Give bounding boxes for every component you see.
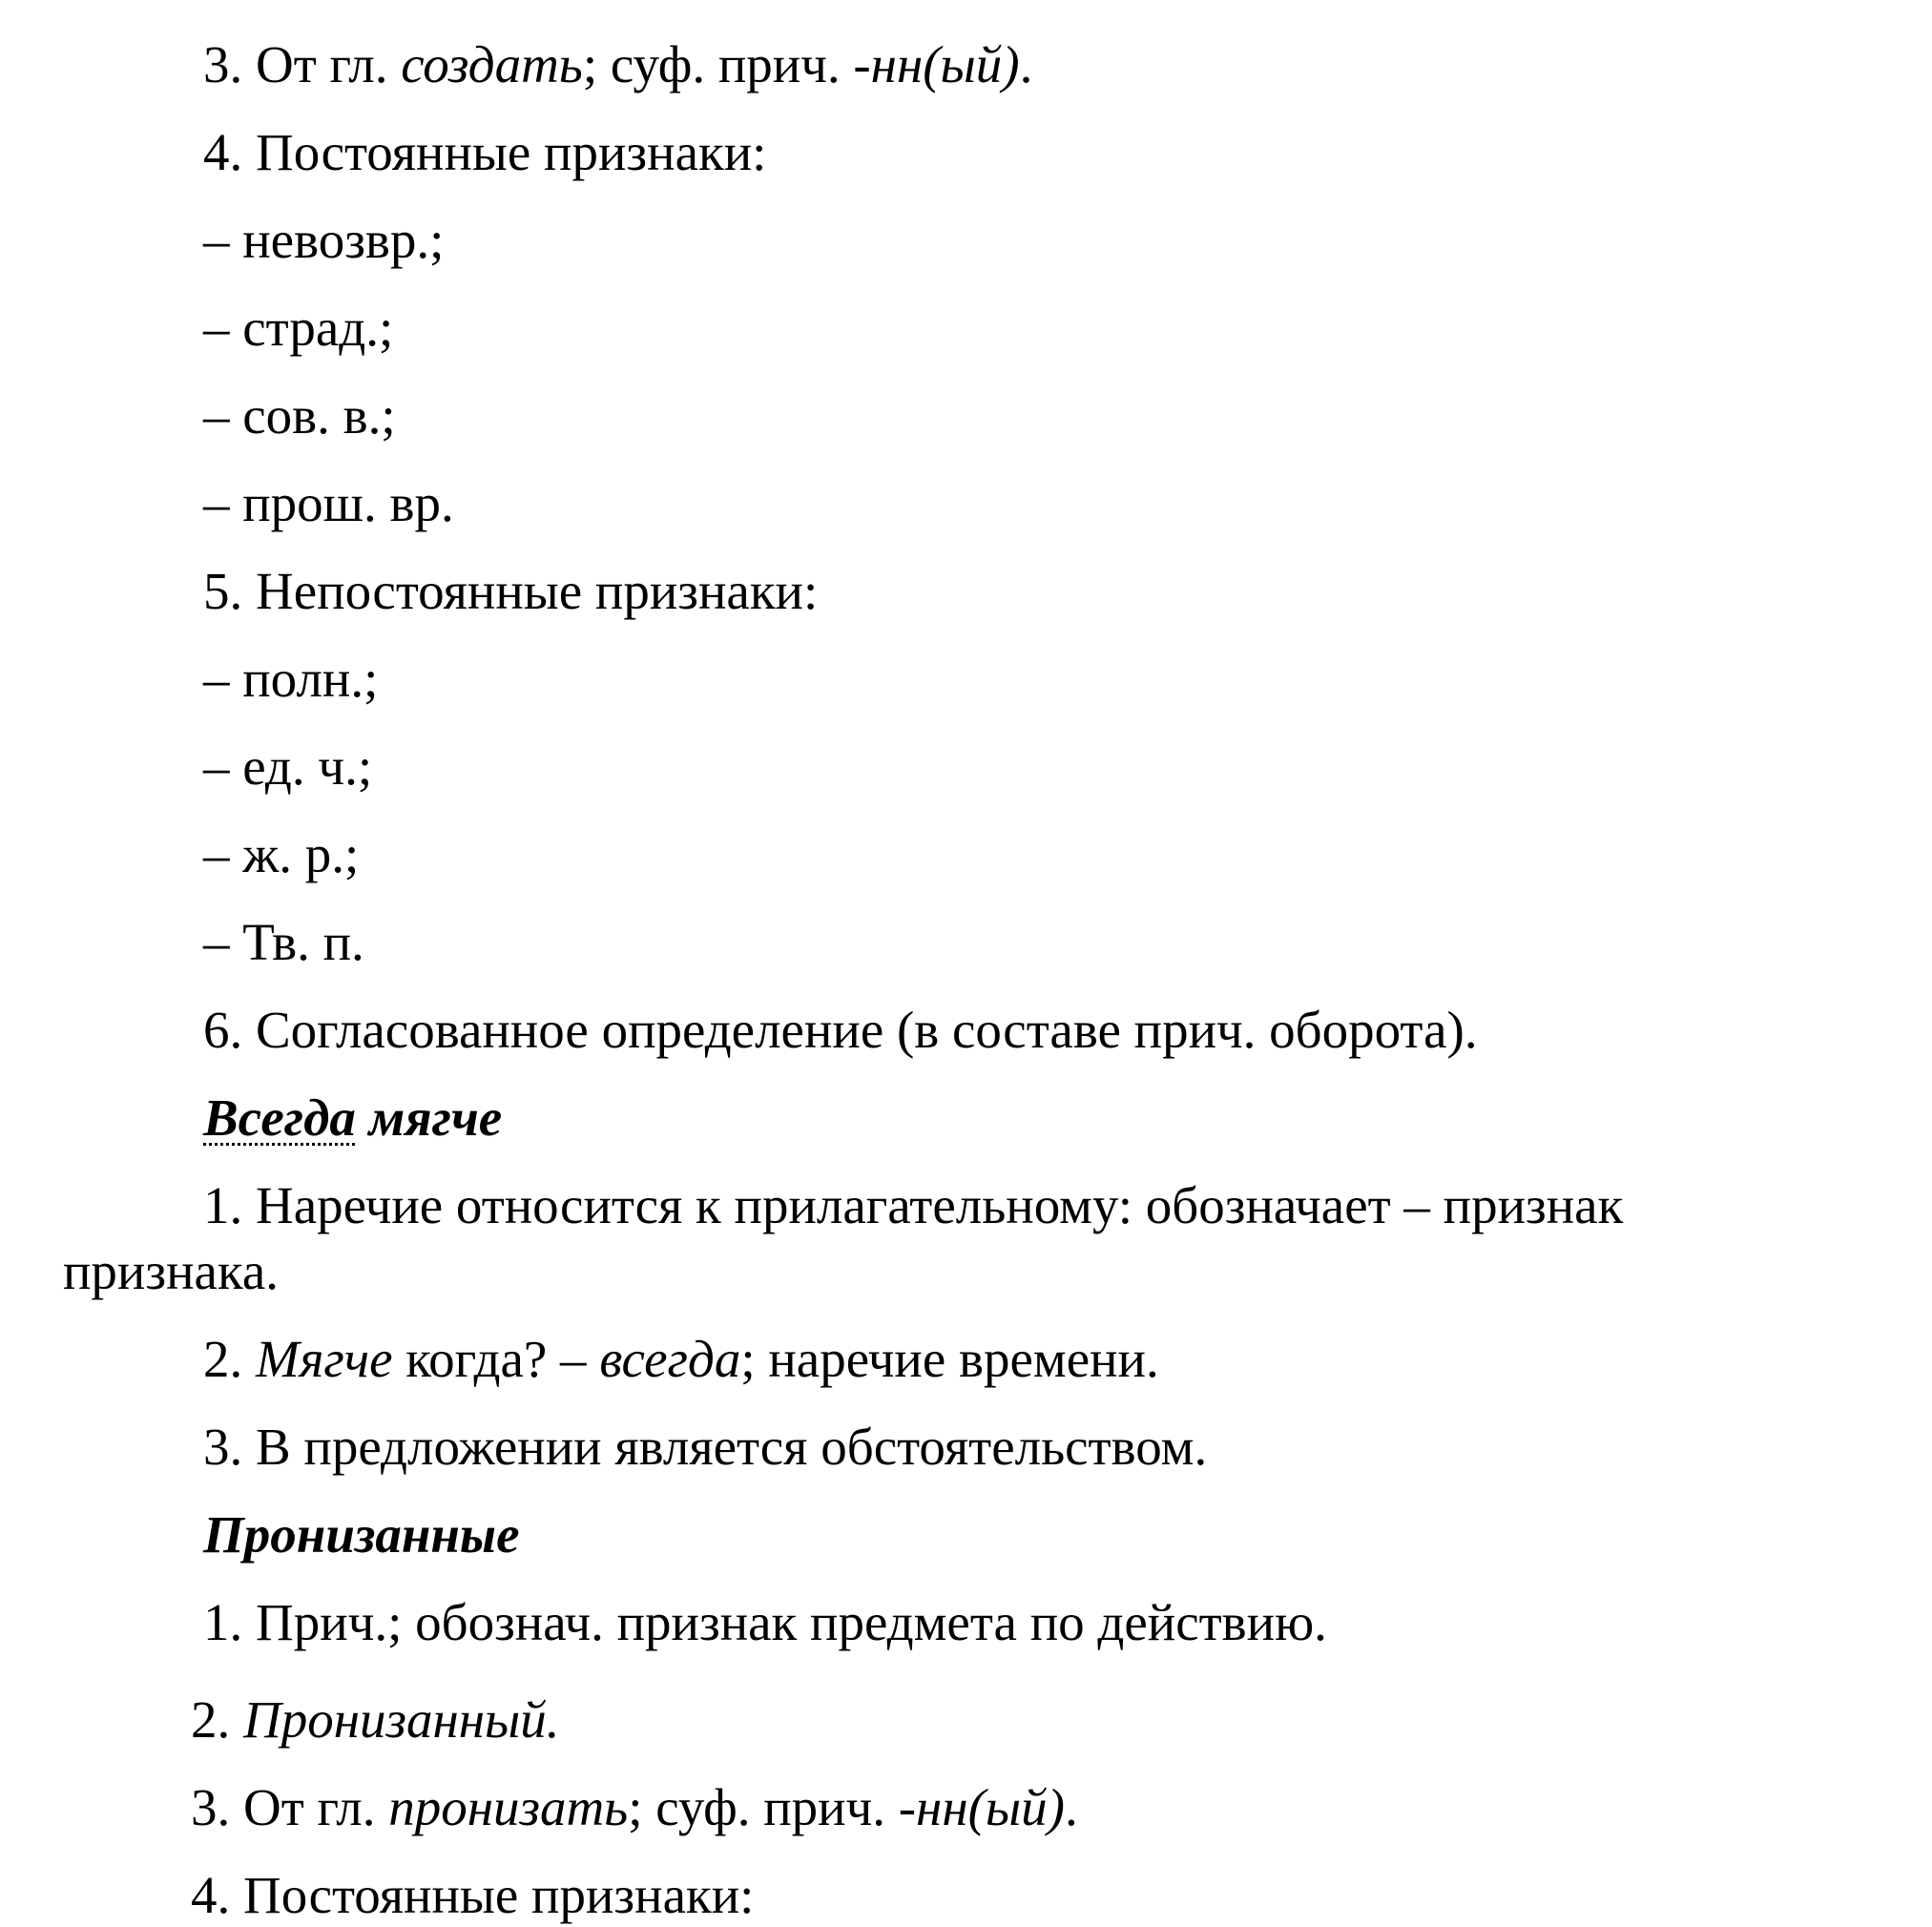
list-item: – ед. ч.; [203, 737, 373, 796]
text-line-syntax-role: 6. Согласованное определение (в составе прич. оборота). [203, 1001, 1478, 1059]
text-segment: 2. [191, 1690, 243, 1749]
text-segment: 3. От гл. [191, 1778, 389, 1836]
text-segment: . [1019, 35, 1033, 93]
text-line-adverb-role: 3. В предложении является обстоятельством. [203, 1418, 1208, 1476]
section-heading-pronizannye: Пронизанные [203, 1505, 520, 1564]
italic-word: создать [401, 35, 583, 93]
text-segment: ; суф. прич. [582, 35, 854, 93]
text-segment: 3. От гл. [203, 35, 402, 93]
text-line-initial-form [191, 1689, 560, 1751]
list-item: – Тв. п. [203, 913, 364, 971]
text-segment: ; суф. прич. [628, 1778, 899, 1836]
italic-suffix: -нн(ый) [853, 35, 1020, 93]
text-line-variable-features: 5. Непостоянные признаки: [203, 562, 819, 620]
text-segment: 2. [203, 1330, 256, 1388]
text-line-constant-features: 4. Постоянные признаки: [203, 123, 767, 181]
italic-word: пронизать [388, 1778, 629, 1836]
italic-word: Пронизанный. [243, 1690, 560, 1749]
text-segment: когда? – [392, 1330, 600, 1388]
text-line-adverb-relation: 1. Наречие относится к прилагательному: обозначает – признак [203, 1176, 1624, 1234]
text-line-participle-meaning: 1. Прич.; обознач. признак предмета по действию. [203, 1593, 1327, 1651]
section-heading-vsegda-myagche [203, 1087, 502, 1150]
text-line-formation-2 [191, 1776, 1078, 1839]
italic-word: Мягче [256, 1330, 393, 1388]
heading-word-underlined: Всегда [203, 1088, 356, 1147]
list-item: – прош. вр. [203, 474, 454, 532]
list-item: – сов. в.; [203, 386, 396, 445]
list-item: – страд.; [203, 299, 394, 357]
text-segment: . [1065, 1778, 1078, 1836]
list-item: – ж. р.; [203, 825, 360, 883]
text-line-adverb-question [203, 1328, 1159, 1391]
list-item: – невозвр.; [203, 211, 445, 269]
list-item: – полн.; [203, 650, 379, 708]
text-line-formation [203, 33, 1032, 96]
text-line-constant-features-2: 4. Постоянные признаки: [191, 1866, 755, 1924]
italic-word: всегда [599, 1330, 741, 1388]
text-segment: ; наречие времени. [740, 1330, 1159, 1388]
italic-suffix: -нн(ый) [898, 1778, 1065, 1836]
text-line-continuation: признака. [63, 1242, 279, 1300]
heading-word: мягче [355, 1088, 503, 1147]
